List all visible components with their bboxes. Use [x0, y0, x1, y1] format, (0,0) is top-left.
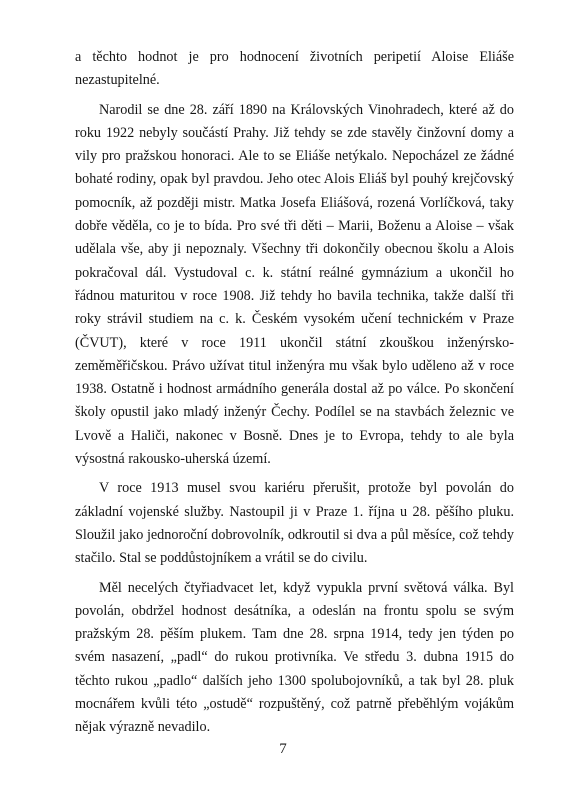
paragraph-birth-and-youth: Narodil se dne 28. září 1890 na Královských Vinohradech, které až do roku 1922 nebyly součástí Prahy. Již tehdy se zde stavěly činžovní domy a vily pro pražskou honoraci. Ale to se Eliáše netýkalo. Nepocházel ze žádné bohaté rodiny, opak byl pravdou. Jeho otec Alois Eliáš byl pouhý krejčovský pomocník, až později mistr. Matka Josefa Eliášová, rozená Vorlíčková, taky dobře věděla, co je to bída. Pro své tři děti – Marii, Boženu a Aloise – však udělala vše, aby ji nepoznaly. Všechny tři dokončily obecnou školu a Alois pokračoval dál. Vystudoval c. k. státní reálné gymnázium a ukončil ho řádnou maturitou v roce 1908. Již tehdy ho bavila technika, takže další tři roky strávil studiem na c. k. Českém vysokém učení technickém v Praze (ČVUT), které v roce 1911 ukončil státní zkouškou inženýrsko-zeměměřičskou. Právo užívat titul inženýra mu však bylo uděleno až v roce 1938. Ostatně i hodnost armádního generála dostal až po válce. Po skončení školy opustil jako mladý inženýr Čechy. Podílel se na stavbách železnic ve Lvově a Haliči, nakonec v Bosně. Dnes je to Evropa, tehdy to ale byla výsostná rakousko-uherská území. [75, 101, 514, 468]
page-number: 7 [279, 741, 287, 757]
body-text [75, 46, 514, 740]
paragraph-continuation: a těchto hodnot je pro hodnocení životních peripetií Aloise Eliáše nezastupitelné. [75, 49, 514, 89]
paragraph-world-war-one: Měl necelých čtyřiadvacet let, když vypukla první světová válka. Byl povolán, obdržel hodnost desátníka, a odeslán na frontu spolu se svým pražským 28. pěším plukem. Tam dne 28. srpna 1914, tedy jen týden po svém nasazení, „padl“ do rukou protivníka. Ve středu 3. dubna 1915 do těchto rukou „padlo“ dalších jeho 1300 spolubojovníků, a tak byl 28. pluk mocnářem kvůli této „ostudě“ rozpuštěný, což patrně přeběhlým vojákům nějak výrazně nevadilo. [75, 579, 514, 736]
paragraph-military-service: V roce 1913 musel svou kariéru přerušit, protože byl povolán do základní vojenské služby. Nastoupil ji v Praze 1. října u 28. pěšího pluku. Sloužil jako jednoroční dobrovolník, odkroutil si dva a půl měsíce, což tehdy stačilo. Stal se poddůstojníkem a vrátil se do civilu. [75, 480, 514, 567]
